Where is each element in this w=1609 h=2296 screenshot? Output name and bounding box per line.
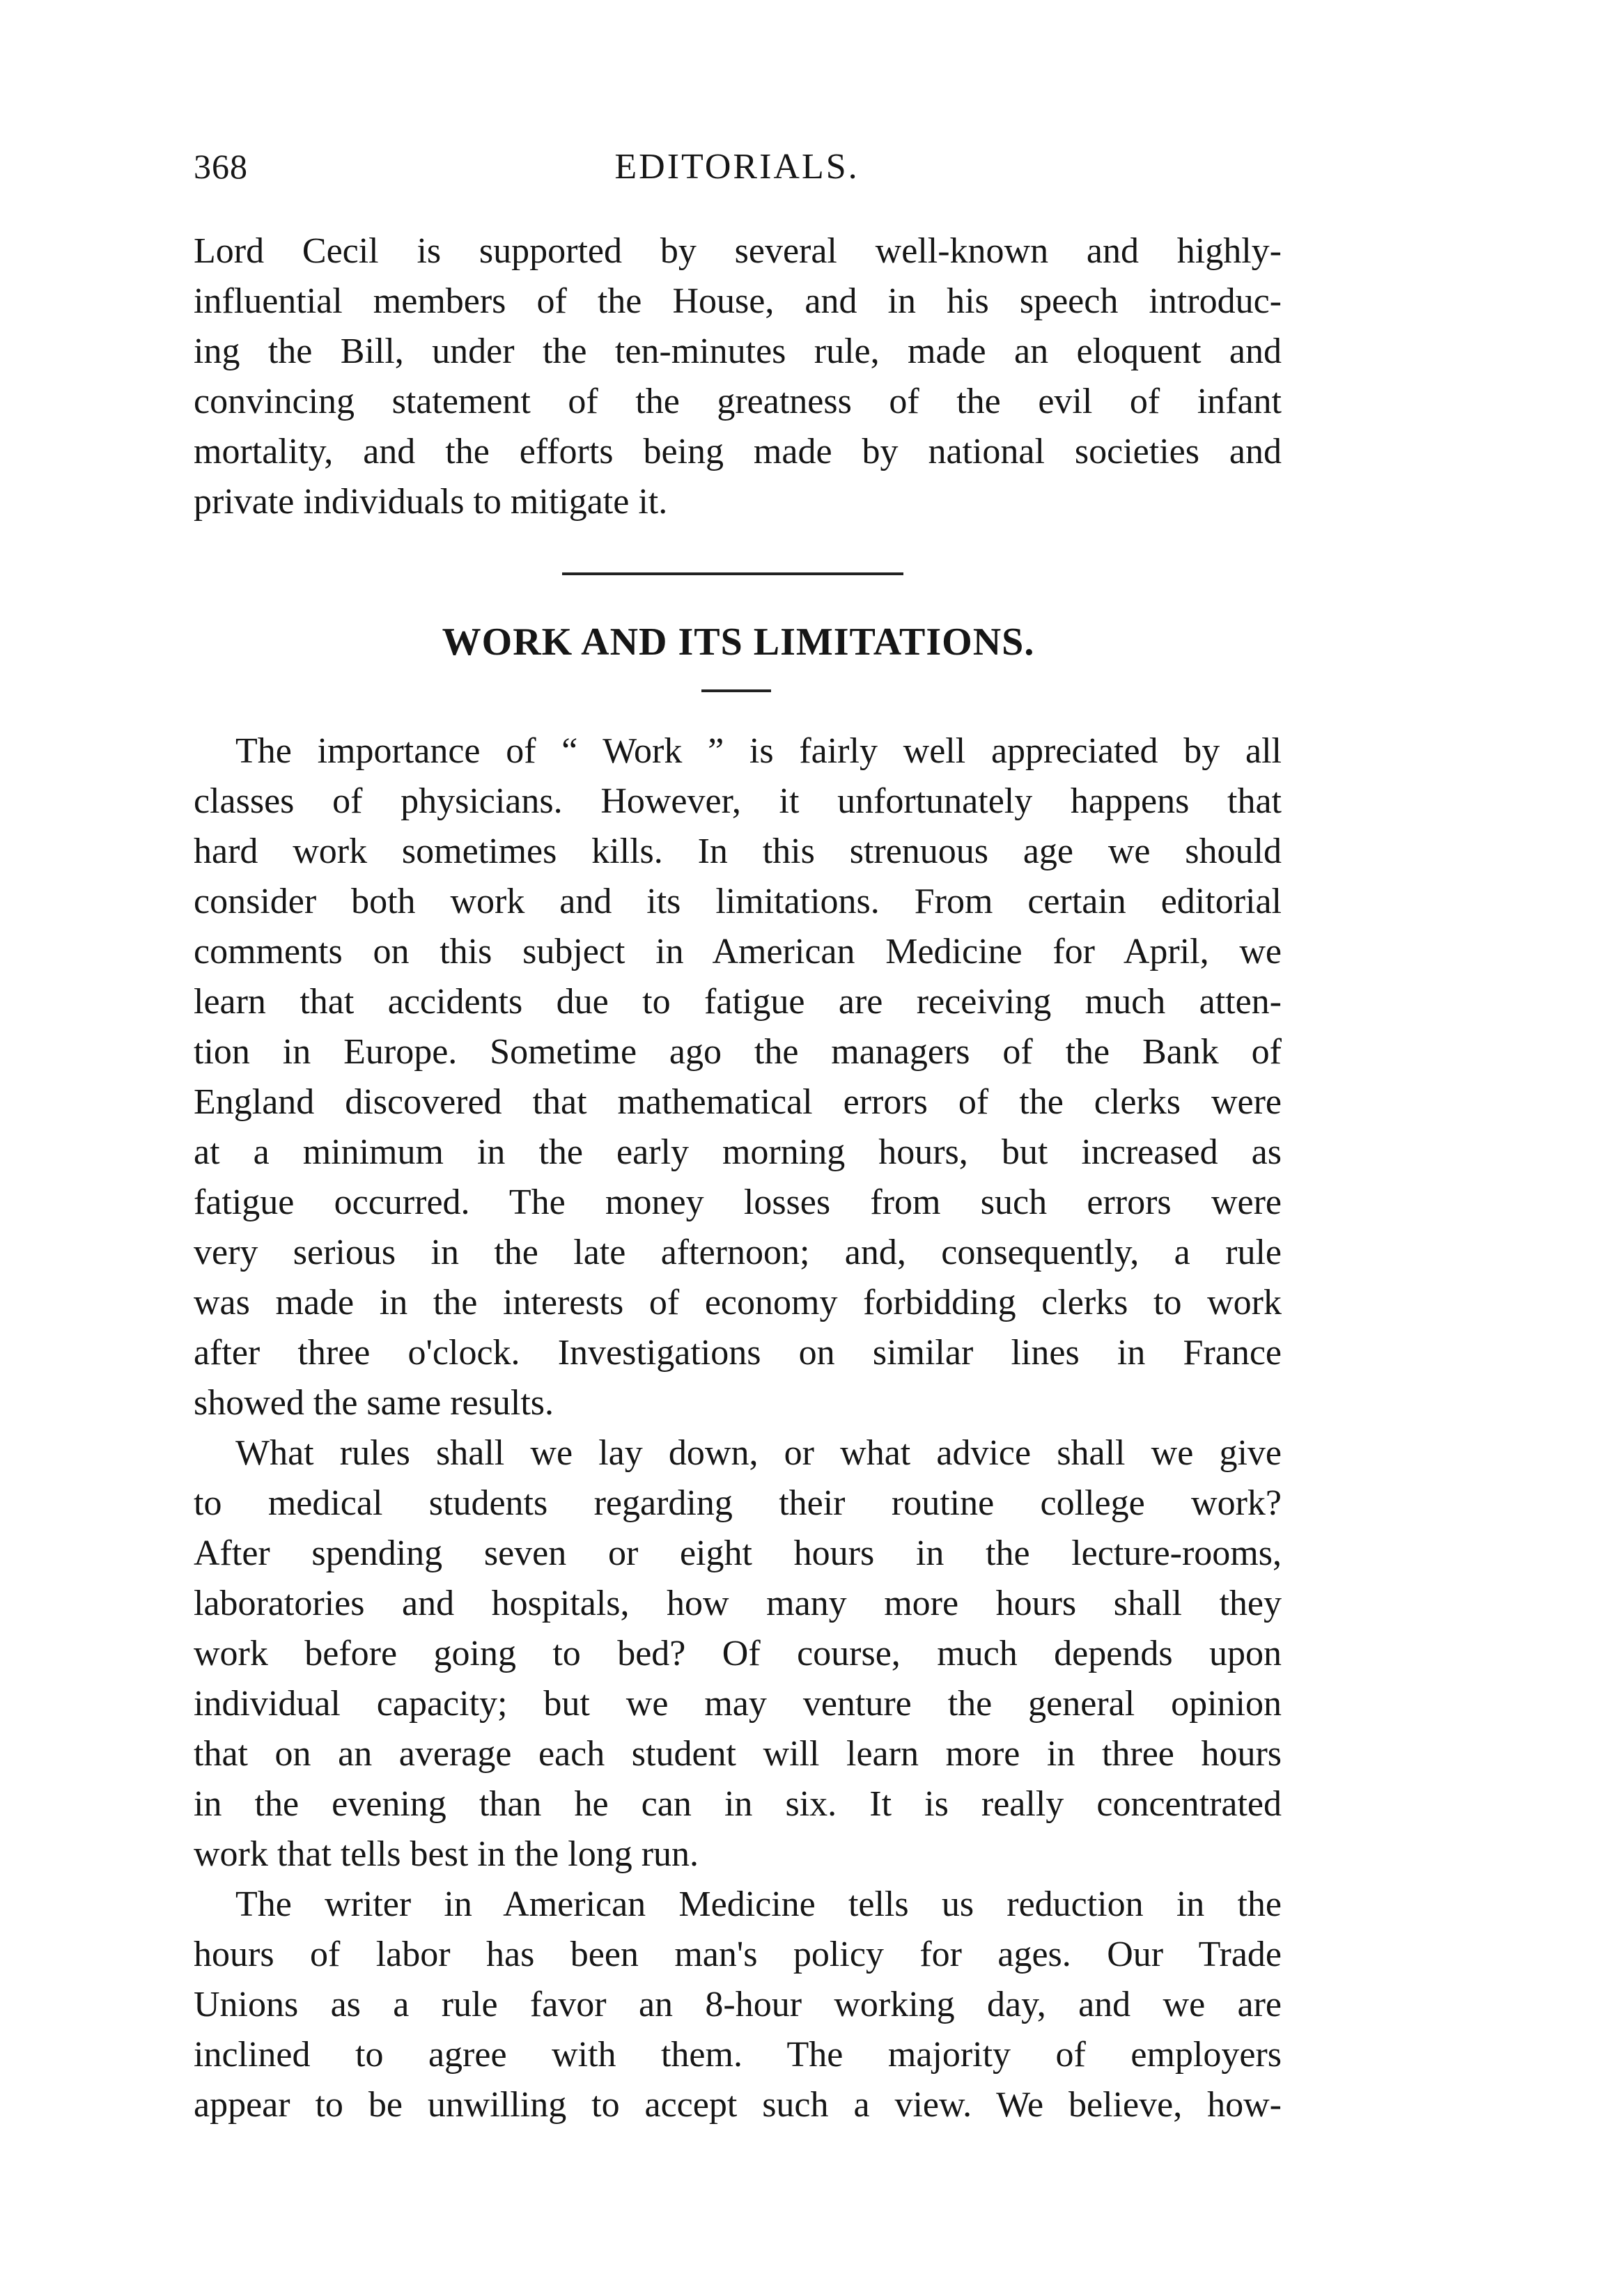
- text-line: After spending seven or eight hours in the lecture-rooms,: [194, 1533, 1282, 1573]
- title-underline-rule: [701, 689, 771, 692]
- article-body: [194, 726, 1282, 2130]
- text-line: tion in Europe. Sometime ago the managers of the Bank of: [194, 1032, 1282, 1072]
- page-number: 368: [194, 147, 248, 186]
- text-line: private individuals to mitigate it.: [194, 482, 668, 522]
- text-line: Unions as a rule favor an 8-hour working day, and we are: [194, 1985, 1282, 2024]
- text-line: The writer in American Medicine tells us reduction in the: [235, 1884, 1282, 1924]
- section-title: WORK AND ITS LIMITATIONS.: [442, 620, 1035, 664]
- text-line: influential members of the House, and in his speech introduc-: [194, 281, 1282, 321]
- text-line: very serious in the late afternoon; and, consequently, a rule: [194, 1233, 1282, 1272]
- text-line: appear to be unwilling to accept such a view. We believe, how-: [194, 2085, 1282, 2125]
- text-line: convincing statement of the greatness of the evil of infant: [194, 382, 1282, 421]
- text-line: after three o'clock. Investigations on similar lines in France: [194, 1333, 1282, 1373]
- text-line: comments on this subject in American Medicine for April, we: [194, 932, 1282, 971]
- text-line: individual capacity; but we may venture the general opinion: [194, 1684, 1282, 1724]
- text-line: laboratories and hospitals, how many more hours shall they: [194, 1584, 1282, 1623]
- section-divider-rule: [562, 572, 903, 575]
- text-line: hours of labor has been man's policy for ages. Our Trade: [194, 1935, 1282, 1974]
- text-line: work before going to bed? Of course, much depends upon: [194, 1634, 1282, 1673]
- text-line: showed the same results.: [194, 1383, 554, 1423]
- text-line: learn that accidents due to fatigue are receiving much atten-: [194, 982, 1282, 1022]
- text-line: ing the Bill, under the ten-minutes rule, made an eloquent and: [194, 331, 1282, 371]
- text-line: The importance of “ Work ” is fairly well appreciated by all: [235, 731, 1282, 771]
- text-line: to medical students regarding their routine college work?: [194, 1483, 1282, 1523]
- intro-paragraph: [194, 226, 1282, 527]
- text-line: mortality, and the efforts being made by national societies and: [194, 432, 1282, 471]
- text-line: inclined to agree with them. The majority of employers: [194, 2035, 1282, 2075]
- text-line: was made in the interests of economy forbidding clerks to work: [194, 1283, 1282, 1322]
- text-line: in the evening than he can in six. It is really concentrated: [194, 1784, 1282, 1824]
- text-line: hard work sometimes kills. In this strenuous age we should: [194, 831, 1282, 871]
- page-header: [194, 146, 1280, 195]
- text-line: at a minimum in the early morning hours, but increased as: [194, 1132, 1282, 1172]
- text-line: work that tells best in the long run.: [194, 1834, 699, 1874]
- text-line: consider both work and its limitations. From certain editorial: [194, 882, 1282, 921]
- text-line: England discovered that mathematical errors of the clerks were: [194, 1082, 1282, 1122]
- text-line: Lord Cecil is supported by several well-known and highly-: [194, 231, 1282, 271]
- running-head: EDITORIALS.: [614, 147, 860, 187]
- text-line: that on an average each student will learn more in three hours: [194, 1734, 1282, 1774]
- text-line: What rules shall we lay down, or what advice shall we give: [235, 1433, 1282, 1473]
- text-line: classes of physicians. However, it unfortunately happens that: [194, 781, 1282, 821]
- text-line: fatigue occurred. The money losses from such errors were: [194, 1182, 1282, 1222]
